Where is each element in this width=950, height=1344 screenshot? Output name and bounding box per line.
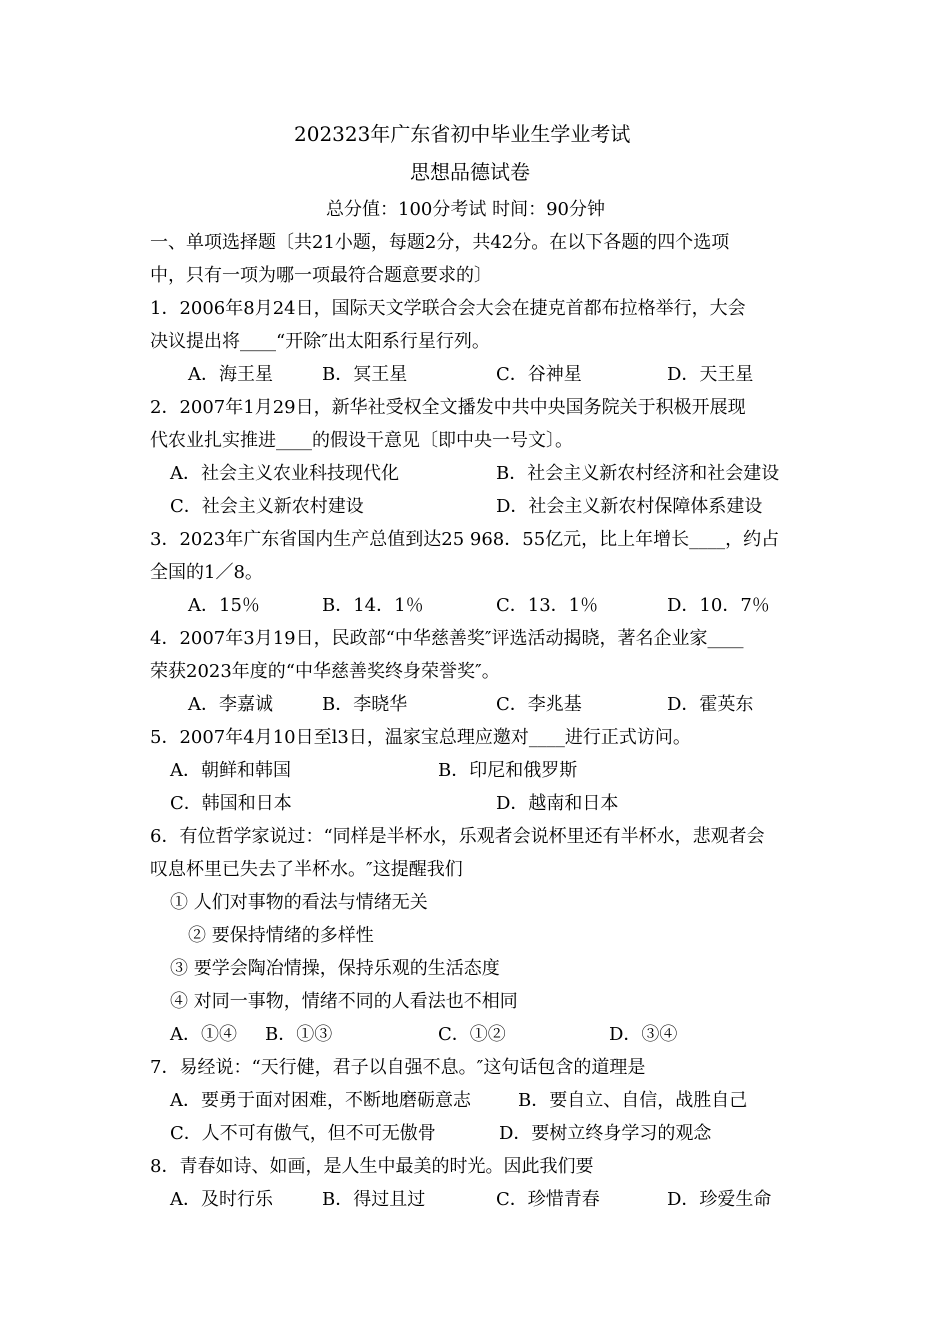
option-a: A．要勇于面对困难，不断地磨砺意志 — [170, 1090, 471, 1111]
option-b: B．李晓华 — [322, 694, 408, 715]
option-c: C．13．1％ — [496, 595, 599, 616]
option-b: B．14．1％ — [322, 595, 424, 616]
exam-meta: 总分值：100分考试 时间：90分钟 — [326, 199, 605, 220]
exam-title: 202323年广东省初中毕业生学业考试 — [294, 122, 631, 146]
option-b: B．冥王星 — [322, 364, 408, 385]
question-stem: 8．青春如诗、如画，是人生中最美的时光。因此我们要 — [150, 1156, 594, 1177]
question-stem: 5．2007年4月10日至l3日，温家宝总理应邀对____进行正式访问。 — [150, 727, 691, 748]
question-stem: 6．有位哲学家说过：“同样是半杯水，乐观者会说杯里还有半杯水，悲观者会 — [150, 826, 765, 847]
option-d: D．越南和日本 — [496, 793, 619, 814]
option-b: B．得过且过 — [322, 1189, 426, 1210]
question-stem: 全国的1／8。 — [150, 562, 263, 583]
statement-item: ① 人们对事物的看法与情绪无关 — [170, 892, 428, 913]
option-b: B．要自立、自信，战胜自己 — [518, 1090, 748, 1111]
statement-item: ③ 要学会陶冶情操，保持乐观的生活态度 — [170, 958, 500, 979]
option-d: D．③④ — [609, 1024, 678, 1045]
question-stem: 2．2007年1月29日，新华社受权全文播发中共中央国务院关于积极开展现 — [150, 397, 746, 418]
option-c: C．人不可有傲气，但不可无傲骨 — [170, 1123, 436, 1144]
question-stem: 荣获2023年度的“中华慈善奖终身荣誉奖″。 — [150, 661, 500, 682]
option-c: C．谷神星 — [496, 364, 582, 385]
question-stem: 3．2023年广东省国内生产总值到达25 968．55亿元，比上年增长____，约占 — [150, 529, 780, 550]
option-d: D．珍爱生命 — [667, 1189, 772, 1210]
option-b: B．社会主义新农村经济和社会建设 — [496, 463, 780, 484]
question-stem: 1．2006年8月24日，国际天文学联合会大会在捷克首都布拉格举行，大会 — [150, 298, 746, 319]
option-c: C．①② — [438, 1024, 506, 1045]
option-a: A．①④ — [170, 1024, 237, 1045]
option-a: A．社会主义农业科技现代化 — [170, 463, 399, 484]
option-a: A．朝鲜和韩国 — [170, 760, 291, 781]
option-a: A．及时行乐 — [170, 1189, 273, 1210]
question-stem: 决议提出将____“开除″出太阳系行星行列。 — [150, 331, 490, 352]
section-intro: 中，只有一项为哪一项最符合题意要求的〕 — [150, 265, 492, 286]
question-stem: 叹息杯里已失去了半杯水。″这提醒我们 — [150, 859, 463, 880]
option-d: D．霍英东 — [667, 694, 754, 715]
option-c: C．李兆基 — [496, 694, 582, 715]
exam-subtitle: 思想品德试卷 — [410, 160, 530, 184]
option-d: D．天王星 — [667, 364, 754, 385]
option-c: C．珍惜青春 — [496, 1189, 600, 1210]
section-intro: 一、单项选择题〔共21小题，每题2分，共42分。在以下各题的四个选项 — [150, 232, 730, 253]
option-d: D．10．7％ — [667, 595, 770, 616]
question-stem: 代农业扎实推进____的假设干意见〔即中央一号文〕。 — [150, 430, 573, 451]
option-b: B．①③ — [265, 1024, 333, 1045]
question-stem: 4．2007年3月19日，民政部“中华慈善奖″评选活动揭晓，著名企业家____ — [150, 628, 744, 649]
option-a: A．李嘉诚 — [188, 694, 273, 715]
option-a: A．海王星 — [188, 364, 273, 385]
option-a: A．15％ — [188, 595, 260, 616]
option-b: B．印尼和俄罗斯 — [438, 760, 578, 781]
option-d: D．要树立终身学习的观念 — [499, 1123, 712, 1144]
statement-item: ② 要保持情绪的多样性 — [188, 925, 374, 946]
statement-item: ④ 对同一事物，情绪不同的人看法也不相同 — [170, 991, 518, 1012]
option-d: D．社会主义新农村保障体系建设 — [496, 496, 763, 517]
option-c: C．韩国和日本 — [170, 793, 292, 814]
question-stem: 7．易经说：“天行健，君子以自强不息。″这句话包含的道理是 — [150, 1057, 646, 1078]
option-c: C．社会主义新农村建设 — [170, 496, 364, 517]
